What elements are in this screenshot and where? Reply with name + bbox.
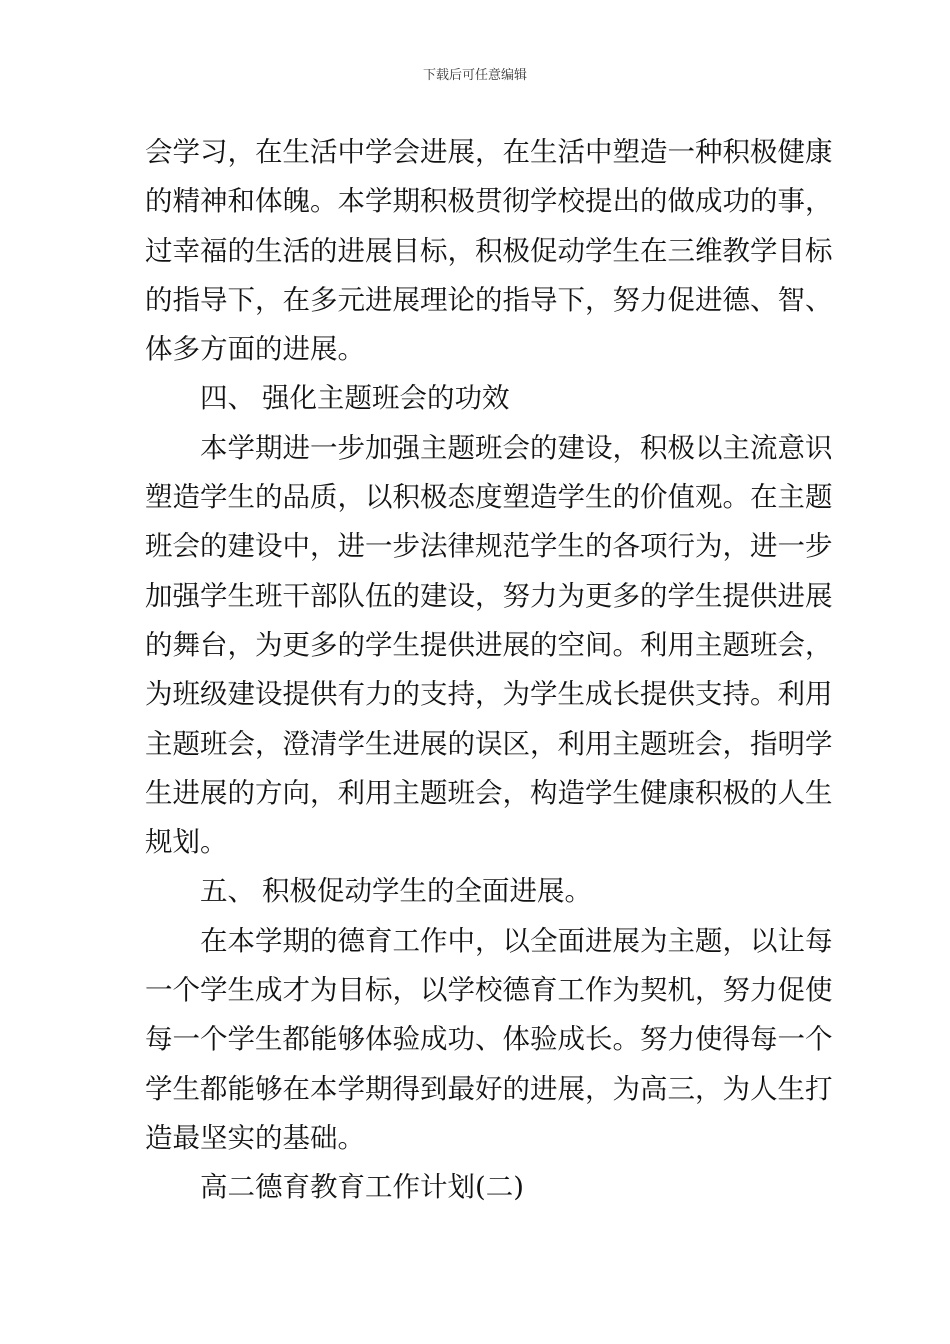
- page-header: 下载后可任意编辑: [422, 68, 527, 83]
- section-number: 五、: [200, 875, 255, 908]
- paragraph-line: 过幸福的生活的进展目标，积极促动学生在三维教学目标: [145, 234, 833, 267]
- paragraph-line: 每一个学生都能够体验成功、体验成长。努力使得每一个: [145, 1023, 833, 1056]
- paragraph-line: 班会的建设中，进一步法律规范学生的各项行为，进一步: [145, 530, 833, 563]
- paragraph-line: 本学期进一步加强主题班会的建设，积极以主流意识: [200, 431, 833, 464]
- section-number: 四、: [200, 382, 255, 415]
- subtitle-line: 高二德育教育工作计划(二): [200, 1171, 524, 1204]
- section-title: 积极促动学生的全面进展。: [262, 875, 592, 908]
- paragraph-line: 的指导下，在多元进展理论的指导下，努力促进德、智、: [145, 283, 833, 316]
- section-heading-5: [145, 867, 810, 916]
- paragraph-line: 在本学期的德育工作中，以全面进展为主题，以让每: [200, 924, 833, 957]
- paragraph-line: 塑造学生的品质，以积极态度塑造学生的价值观。在主题: [145, 481, 833, 514]
- paragraph-line: 的精神和体魄。本学期积极贯彻学校提出的做成功的事，: [145, 185, 833, 218]
- section-heading-4: [145, 374, 810, 423]
- paragraph-line: 加强学生班干部队伍的建设，努力为更多的学生提供进展: [145, 579, 833, 612]
- paragraph-line: 生进展的方向，利用主题班会，构造学生健康积极的人生: [145, 776, 833, 809]
- paragraph-line: 一个学生成才为目标，以学校德育工作为契机，努力促使: [145, 974, 833, 1007]
- paragraph-line: 体多方面的进展。: [145, 333, 365, 366]
- section-title: 强化主题班会的功效: [262, 382, 510, 415]
- paragraph-line: 学生都能够在本学期得到最好的进展，为高三，为人生打: [145, 1072, 833, 1105]
- paragraph-line: 会学习，在生活中学会进展，在生活中塑造一种积极健康: [145, 136, 833, 168]
- paragraph-line: 的舞台，为更多的学生提供进展的空间。利用主题班会，: [145, 628, 833, 661]
- paragraph-line: 为班级建设提供有力的支持，为学生成长提供支持。利用: [145, 678, 833, 711]
- document-body: [145, 128, 833, 1213]
- paragraph-line: 造最坚实的基础。: [145, 1121, 365, 1154]
- paragraph-line: 规划。: [145, 826, 228, 859]
- paragraph-line: 主题班会，澄清学生进展的误区，利用主题班会，指明学: [145, 727, 833, 760]
